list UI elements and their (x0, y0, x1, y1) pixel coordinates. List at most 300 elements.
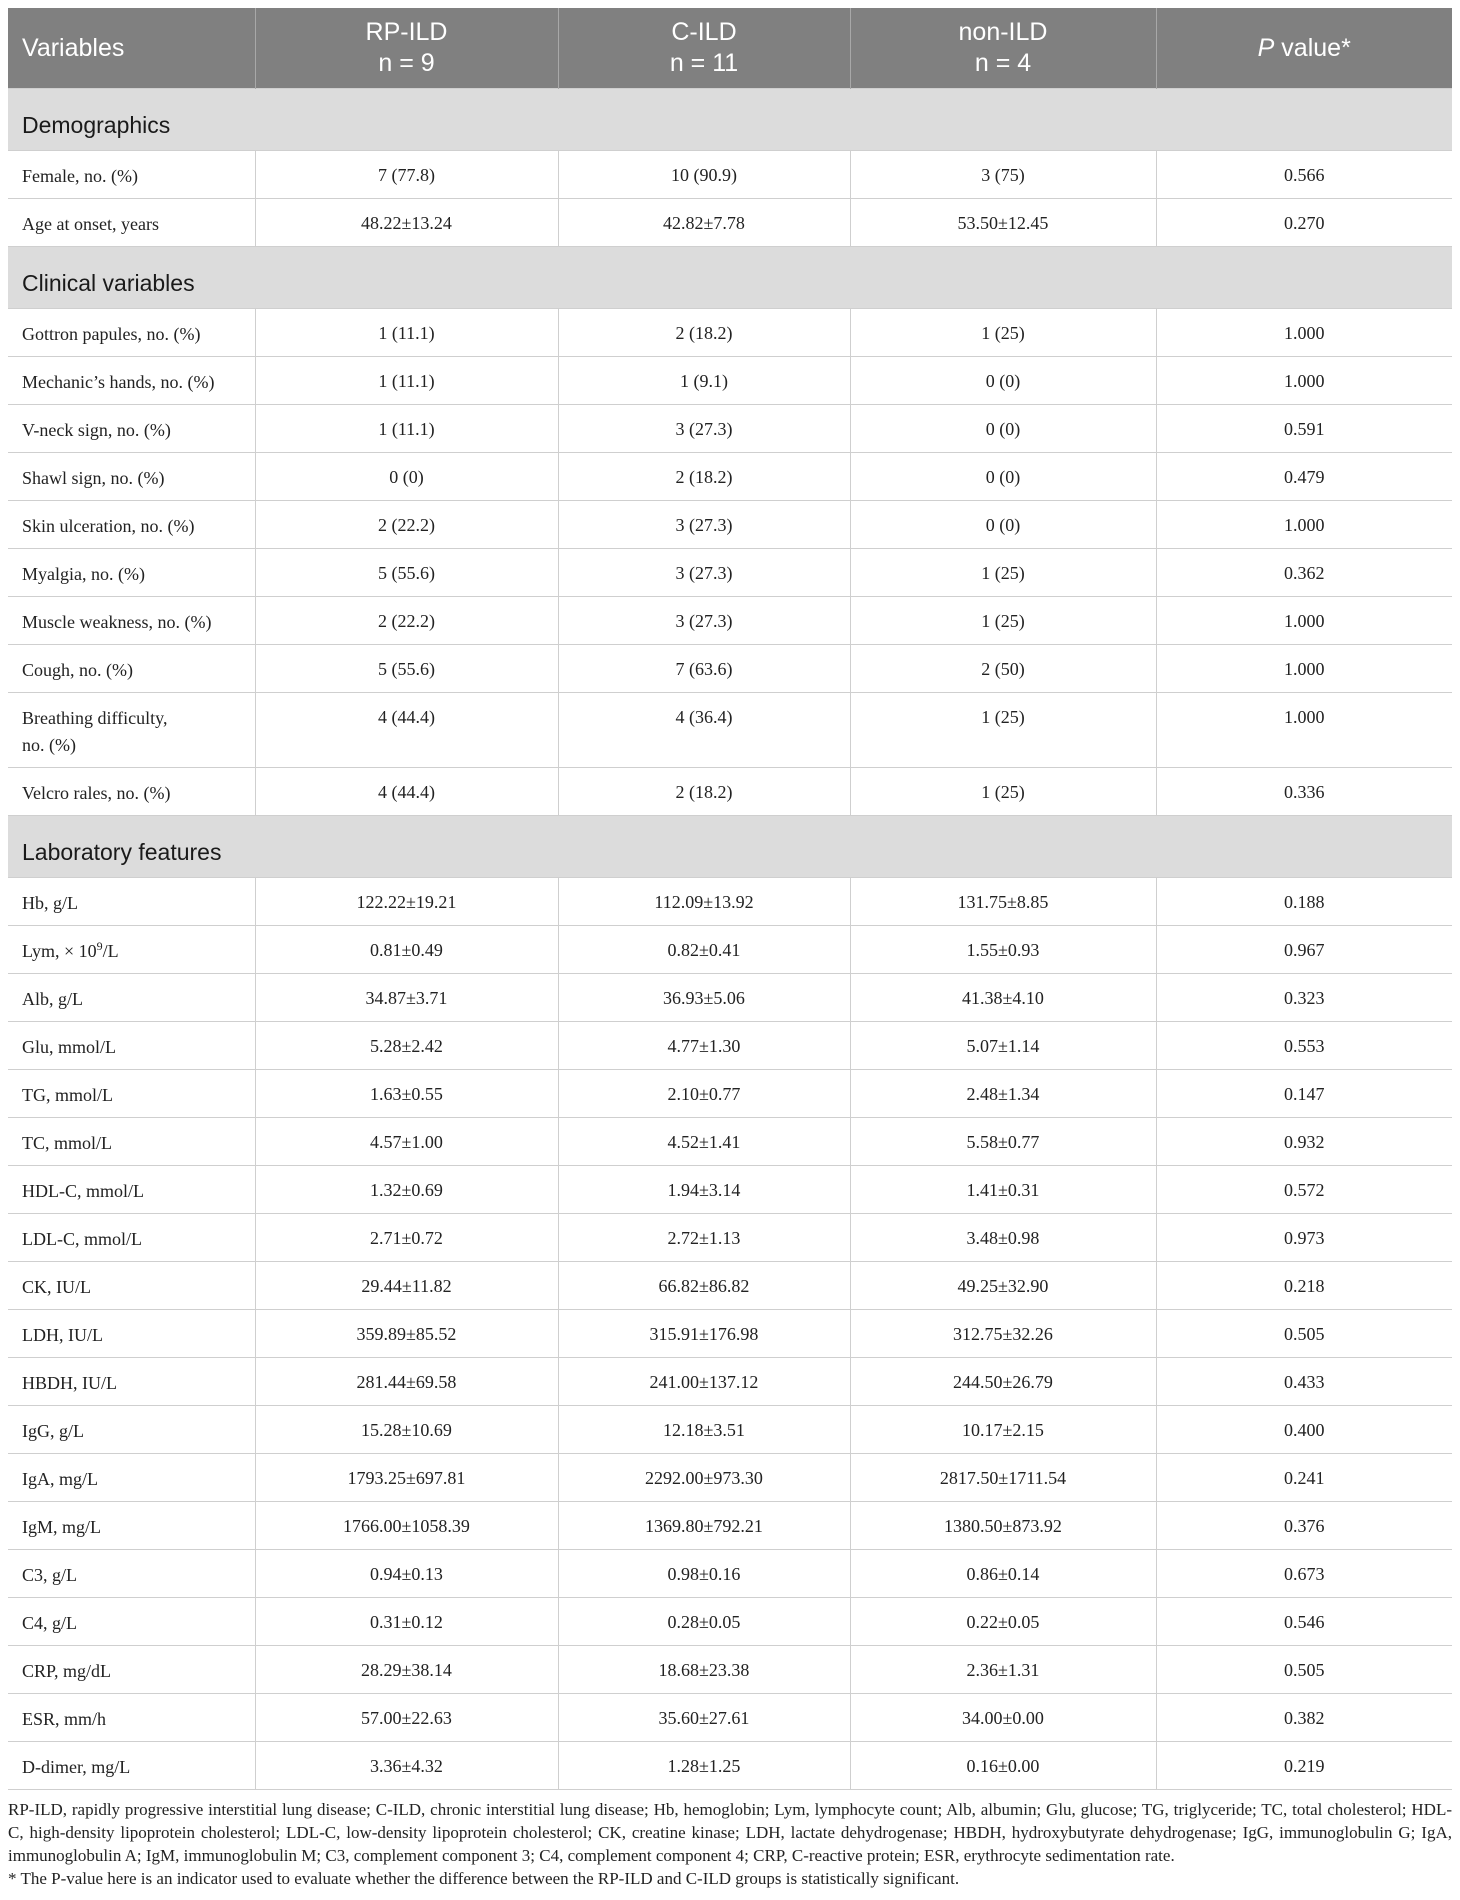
cell-variable (8, 1646, 255, 1694)
cell-value: IgG, g/L (22, 1421, 84, 1441)
cell-value: 1 (11.1) (378, 419, 435, 439)
section-row-clinical (8, 247, 1452, 309)
cell-c-ild (558, 597, 850, 645)
cell-c-ild (558, 768, 850, 816)
cell-c-ild (558, 878, 850, 926)
cell-non-ild (850, 926, 1156, 974)
cell-value: IgA, mg/L (22, 1469, 98, 1489)
section-title: Laboratory features (8, 816, 1452, 878)
cell-rp-ild (255, 645, 558, 693)
cell-value: Myalgia, no. (%) (22, 564, 145, 584)
cell-c-ild (558, 549, 850, 597)
cell-non-ild (850, 1502, 1156, 1550)
cell-value: 7 (77.8) (378, 165, 435, 185)
cell-value: 4 (44.4) (378, 707, 435, 727)
cell-rp-ild (255, 1694, 558, 1742)
cell-variable (8, 357, 255, 405)
cell-non-ild (850, 1742, 1156, 1790)
cell-value: Hb, g/L (22, 893, 78, 913)
cell-rp-ild (255, 549, 558, 597)
table-row (8, 1454, 1452, 1502)
cell-rp-ild (255, 1262, 558, 1310)
cell-value: CRP, mg/dL (22, 1661, 112, 1681)
cell-c-ild (558, 926, 850, 974)
cell-c-ild (558, 1070, 850, 1118)
cell-value: 2 (22.2) (378, 611, 435, 631)
cell-c-ild (558, 199, 850, 247)
cell-c-ild (558, 1262, 850, 1310)
cell-value: 5 (55.6) (378, 659, 435, 679)
cell-value: 2.48±1.34 (966, 1084, 1040, 1104)
cell-value: 1 (25) (981, 563, 1025, 583)
table-row (8, 1550, 1452, 1598)
cell-c-ild (558, 1358, 850, 1406)
table-row (8, 151, 1452, 199)
cell-value: Age at onset, years (22, 214, 159, 234)
cell-variable (8, 1406, 255, 1454)
cell-value: Alb, g/L (22, 989, 83, 1009)
cell-value: 42.82±7.78 (663, 213, 745, 233)
table-body (8, 89, 1452, 1790)
cell-c-ild (558, 974, 850, 1022)
cell-p-value (1156, 974, 1452, 1022)
cell-non-ild (850, 453, 1156, 501)
cell-rp-ild (255, 1118, 558, 1166)
cell-non-ild (850, 1166, 1156, 1214)
cell-non-ild (850, 1214, 1156, 1262)
cell-non-ild (850, 501, 1156, 549)
table-row (8, 1502, 1452, 1550)
cell-p-value (1156, 693, 1452, 768)
cell-c-ild (558, 1022, 850, 1070)
cell-value: 0.505 (1284, 1324, 1325, 1344)
cell-p-value (1156, 768, 1452, 816)
cell-value: 1 (11.1) (378, 371, 435, 391)
cell-c-ild (558, 357, 850, 405)
cell-value: 2817.50±1711.54 (939, 1468, 1067, 1488)
cell-variable (8, 151, 255, 199)
cell-value: CK, IU/L (22, 1277, 91, 1297)
cell-non-ild (850, 1022, 1156, 1070)
cell-c-ild (558, 693, 850, 768)
cell-value: 4.57±1.00 (370, 1132, 443, 1152)
cell-non-ild (850, 1550, 1156, 1598)
table-row (8, 357, 1452, 405)
cell-p-value (1156, 357, 1452, 405)
cell-value: 122.22±19.21 (356, 892, 457, 912)
cell-value: 29.44±11.82 (361, 1276, 452, 1296)
section-row-laboratory (8, 816, 1452, 878)
cell-p-value (1156, 1454, 1452, 1502)
cell-value: 0.479 (1284, 467, 1325, 487)
table-row (8, 1262, 1452, 1310)
cell-rp-ild (255, 1742, 558, 1790)
cell-value: 1.94±3.14 (667, 1180, 741, 1200)
cell-p-value (1156, 645, 1452, 693)
cell-value: 2.72±1.13 (667, 1228, 741, 1248)
cell-value: 1 (25) (981, 707, 1025, 727)
section-row-demographics (8, 89, 1452, 151)
cell-non-ild (850, 645, 1156, 693)
cell-value: TC, mmol/L (22, 1133, 112, 1153)
cell-variable (8, 1262, 255, 1310)
cell-rp-ild (255, 405, 558, 453)
header-non-ild (850, 8, 1156, 89)
table-row (8, 597, 1452, 645)
cell-value: 1380.50±873.92 (944, 1516, 1062, 1536)
cell-rp-ild (255, 693, 558, 768)
pvalue-footnote: * The P-value here is an indicator used to evaluate whether the difference between the RP-ILD and C-ILD groups is statistically significant. (8, 1869, 960, 1888)
cell-variable (8, 1358, 255, 1406)
table-row (8, 974, 1452, 1022)
cell-p-value (1156, 1598, 1452, 1646)
cell-value: 10 (90.9) (671, 165, 737, 185)
cell-variable (8, 926, 255, 974)
cell-value: 0.546 (1284, 1612, 1325, 1632)
cell-value: LDH, IU/L (22, 1325, 103, 1345)
cell-value: 0.86±0.14 (966, 1564, 1040, 1584)
cell-value: Shawl sign, no. (%) (22, 468, 165, 488)
section-title: Clinical variables (8, 247, 1452, 309)
cell-p-value (1156, 1694, 1452, 1742)
cell-non-ild (850, 1070, 1156, 1118)
header-rp-ild-n: n = 9 (378, 49, 435, 77)
cell-non-ild (850, 597, 1156, 645)
cell-value: 3 (27.3) (675, 515, 733, 535)
cell-non-ild (850, 1646, 1156, 1694)
cell-value: 4.52±1.41 (667, 1132, 741, 1152)
cell-value: 4 (44.4) (378, 782, 435, 802)
cell-value: 1 (25) (981, 323, 1025, 343)
cell-non-ild (850, 151, 1156, 199)
table-row (8, 1406, 1452, 1454)
cell-value: Mechanic’s hands, no. (%) (22, 372, 215, 392)
cell-variable (8, 1118, 255, 1166)
cell-value: 5.07±1.14 (966, 1036, 1040, 1056)
table-row (8, 645, 1452, 693)
cell-value: 34.87±3.71 (365, 988, 448, 1008)
cell-value: 0.98±0.16 (667, 1564, 741, 1584)
cell-rp-ild (255, 357, 558, 405)
cell-value: 1.28±1.25 (667, 1756, 741, 1776)
cell-variable (8, 199, 255, 247)
cell-rp-ild (255, 1646, 558, 1694)
cell-value: 36.93±5.06 (663, 988, 745, 1008)
cell-value: 18.68±23.38 (658, 1660, 750, 1680)
table-row (8, 693, 1452, 768)
cell-value: 0.82±0.41 (667, 940, 741, 960)
cell-rp-ild (255, 1598, 558, 1646)
cell-value: 0.376 (1284, 1516, 1325, 1536)
cell-value: Female, no. (%) (22, 166, 138, 186)
cell-value: 53.50±12.45 (957, 213, 1049, 233)
cell-non-ild (850, 1406, 1156, 1454)
cell-non-ild (850, 549, 1156, 597)
cell-value: 1.55±0.93 (966, 940, 1040, 960)
cell-c-ild (558, 1598, 850, 1646)
header-p-value (1156, 8, 1452, 89)
cell-value: Breathing difficulty, no. (%) (22, 708, 168, 755)
cell-value: 0 (0) (985, 419, 1021, 439)
cell-value: LDL-C, mmol/L (22, 1229, 142, 1249)
table-row (8, 405, 1452, 453)
cell-variable (8, 1742, 255, 1790)
cell-value: 28.29±38.14 (361, 1660, 452, 1680)
cell-value: IgM, mg/L (22, 1517, 101, 1537)
cell-value: 281.44±69.58 (356, 1372, 457, 1392)
table-row (8, 549, 1452, 597)
cell-p-value (1156, 1406, 1452, 1454)
cell-variable (8, 693, 255, 768)
cell-non-ild (850, 199, 1156, 247)
table-row (8, 199, 1452, 247)
cell-value: 0.591 (1284, 419, 1325, 439)
cell-value: 2.71±0.72 (370, 1228, 443, 1248)
cell-value: HBDH, IU/L (22, 1373, 117, 1393)
cell-value: 0.270 (1284, 213, 1325, 233)
cell-p-value (1156, 1646, 1452, 1694)
cell-rp-ild (255, 878, 558, 926)
cell-value: 0.572 (1284, 1180, 1325, 1200)
cell-value: 3 (27.3) (675, 419, 733, 439)
cell-c-ild (558, 1118, 850, 1166)
cell-p-value (1156, 199, 1452, 247)
cell-c-ild (558, 645, 850, 693)
cell-value: D-dimer, mg/L (22, 1757, 131, 1777)
cell-rp-ild (255, 453, 558, 501)
cell-non-ild (850, 357, 1156, 405)
lym-unit: /L (102, 941, 119, 961)
header-rp-ild-label: RP-ILD (365, 18, 448, 46)
cell-rp-ild (255, 1358, 558, 1406)
cell-variable (8, 1502, 255, 1550)
table-row (8, 1214, 1452, 1262)
cell-value: 48.22±13.24 (361, 213, 452, 233)
cell-variable (8, 549, 255, 597)
cell-c-ild (558, 309, 850, 357)
cell-value: 2 (18.2) (675, 782, 733, 802)
cell-p-value (1156, 1310, 1452, 1358)
cell-value: 15.28±10.69 (361, 1420, 452, 1440)
cell-value: 0.323 (1284, 988, 1325, 1008)
cell-c-ild (558, 1550, 850, 1598)
header-non-ild-label: non-ILD (958, 18, 1048, 46)
cell-p-value (1156, 1262, 1452, 1310)
cell-value: 0.973 (1284, 1228, 1325, 1248)
table-row (8, 926, 1452, 974)
cell-p-value (1156, 1214, 1452, 1262)
cell-value: 112.09±13.92 (654, 892, 754, 912)
cell-value: 34.00±0.00 (962, 1708, 1044, 1728)
cell-non-ild (850, 1118, 1156, 1166)
table-container (8, 8, 1452, 1890)
cell-rp-ild (255, 1166, 558, 1214)
cell-rp-ild (255, 151, 558, 199)
cell-value: 4 (36.4) (675, 707, 733, 727)
table-row (8, 309, 1452, 357)
cell-rp-ild (255, 199, 558, 247)
cell-value: C3, g/L (22, 1565, 78, 1585)
table-row (8, 1070, 1452, 1118)
cell-value: 1.000 (1284, 659, 1325, 679)
cell-non-ild (850, 974, 1156, 1022)
cell-c-ild (558, 1742, 850, 1790)
cell-c-ild (558, 1646, 850, 1694)
cell-variable (8, 1694, 255, 1742)
cell-non-ild (850, 768, 1156, 816)
cell-value: 1793.25±697.81 (347, 1468, 466, 1488)
cell-c-ild (558, 1694, 850, 1742)
cell-value: 0 (0) (985, 371, 1021, 391)
cell-value: 3 (27.3) (675, 563, 733, 583)
cell-rp-ild (255, 309, 558, 357)
cell-value: 1369.80±792.21 (645, 1516, 763, 1536)
cell-non-ild (850, 1454, 1156, 1502)
cell-variable (8, 974, 255, 1022)
cell-value: 3 (75) (981, 165, 1025, 185)
cell-p-value (1156, 1166, 1452, 1214)
cell-value: 2 (18.2) (675, 323, 733, 343)
cell-value: V-neck sign, no. (%) (22, 420, 171, 440)
cell-variable (8, 453, 255, 501)
section-title: Demographics (8, 89, 1452, 151)
cell-value: 0.147 (1284, 1084, 1325, 1104)
cell-value: 2 (18.2) (675, 467, 733, 487)
cell-non-ild (850, 693, 1156, 768)
cell-p-value (1156, 1358, 1452, 1406)
cell-value: 0.219 (1284, 1756, 1325, 1776)
cell-variable (8, 1214, 255, 1262)
table-row (8, 501, 1452, 549)
cell-non-ild (850, 1598, 1156, 1646)
cell-value: 0.362 (1284, 563, 1325, 583)
header-c-ild-n: n = 11 (669, 49, 739, 77)
cell-value: 1.000 (1284, 371, 1325, 391)
table-row (8, 1166, 1452, 1214)
cell-value: HDL-C, mmol/L (22, 1181, 144, 1201)
cell-c-ild (558, 1406, 850, 1454)
cell-p-value (1156, 1550, 1452, 1598)
cell-value: 0.336 (1284, 782, 1325, 802)
cell-value: 0.94±0.13 (370, 1564, 443, 1584)
cell-value: 49.25±32.90 (957, 1276, 1049, 1296)
cell-value: 3.48±0.98 (966, 1228, 1040, 1248)
cell-value: C4, g/L (22, 1613, 78, 1633)
cell-value: 41.38±4.10 (962, 988, 1044, 1008)
cell-value: 1 (25) (981, 782, 1025, 802)
header-c-ild-label: C-ILD (671, 18, 737, 46)
table-footnotes (8, 1798, 1452, 1890)
cell-value: 0 (0) (985, 515, 1021, 535)
cell-c-ild (558, 1502, 850, 1550)
cell-value: 0.382 (1284, 1708, 1325, 1728)
cell-rp-ild (255, 1070, 558, 1118)
cell-value: 0.16±0.00 (966, 1756, 1040, 1776)
table-row (8, 1694, 1452, 1742)
cell-variable (8, 597, 255, 645)
cell-value: 131.75±8.85 (957, 892, 1049, 912)
cell-value: 1766.00±1058.39 (343, 1516, 470, 1536)
table-row (8, 1358, 1452, 1406)
cell-value: 1 (9.1) (680, 371, 728, 391)
cell-variable (8, 878, 255, 926)
header-p-italic: P (1257, 33, 1275, 62)
cell-value: 5.28±2.42 (370, 1036, 443, 1056)
cell-variable (8, 501, 255, 549)
cell-rp-ild (255, 1406, 558, 1454)
cell-value: Muscle weakness, no. (%) (22, 612, 212, 632)
cell-variable (8, 768, 255, 816)
cell-variable (8, 1550, 255, 1598)
cell-variable (8, 1166, 255, 1214)
cell-p-value (1156, 501, 1452, 549)
cell-value: 3.36±4.32 (370, 1756, 443, 1776)
cell-value: 0 (0) (985, 467, 1021, 487)
cell-value: 0.553 (1284, 1036, 1325, 1056)
cell-value: 0.22±0.05 (966, 1612, 1040, 1632)
cell-variable (8, 1598, 255, 1646)
cell-rp-ild (255, 768, 558, 816)
cell-value: 57.00±22.63 (361, 1708, 452, 1728)
cell-p-value (1156, 1022, 1452, 1070)
data-table (8, 8, 1452, 1790)
cell-value: Lym, × 10 (22, 941, 97, 961)
header-p-rest: value* (1274, 33, 1351, 62)
cell-value: 1.000 (1284, 707, 1325, 727)
cell-p-value (1156, 926, 1452, 974)
cell-value: 241.00±137.12 (649, 1372, 759, 1392)
header-c-ild (558, 8, 850, 89)
cell-variable (8, 1454, 255, 1502)
table-row (8, 1646, 1452, 1694)
cell-value: 2.36±1.31 (966, 1660, 1040, 1680)
cell-p-value (1156, 878, 1452, 926)
cell-p-value (1156, 597, 1452, 645)
cell-rp-ild (255, 1310, 558, 1358)
cell-value: 66.82±86.82 (658, 1276, 750, 1296)
cell-p-value (1156, 151, 1452, 199)
cell-value: 312.75±32.26 (953, 1324, 1053, 1344)
cell-variable (8, 405, 255, 453)
cell-p-value (1156, 1070, 1452, 1118)
cell-variable (8, 309, 255, 357)
cell-rp-ild (255, 1502, 558, 1550)
cell-non-ild (850, 1310, 1156, 1358)
cell-value: 0.241 (1284, 1468, 1325, 1488)
cell-rp-ild (255, 1550, 558, 1598)
cell-p-value (1156, 1502, 1452, 1550)
header-variables (8, 8, 255, 89)
cell-p-value (1156, 549, 1452, 597)
cell-value: 1 (11.1) (378, 323, 435, 343)
cell-non-ild (850, 1358, 1156, 1406)
cell-value: 12.18±3.51 (663, 1420, 745, 1440)
cell-value: 0.673 (1284, 1564, 1325, 1584)
cell-non-ild (850, 1694, 1156, 1742)
cell-value: Velcro rales, no. (%) (22, 783, 171, 803)
cell-value: 0.81±0.49 (370, 940, 443, 960)
cell-value: ESR, mm/h (22, 1709, 107, 1729)
cell-rp-ild (255, 501, 558, 549)
cell-variable (8, 1070, 255, 1118)
cell-non-ild (850, 1262, 1156, 1310)
cell-value: Cough, no. (%) (22, 660, 133, 680)
cell-value: Skin ulceration, no. (%) (22, 516, 195, 536)
cell-value: 3 (27.3) (675, 611, 733, 631)
cell-p-value (1156, 1118, 1452, 1166)
cell-value: Glu, mmol/L (22, 1037, 116, 1057)
cell-value: 0.433 (1284, 1372, 1325, 1392)
